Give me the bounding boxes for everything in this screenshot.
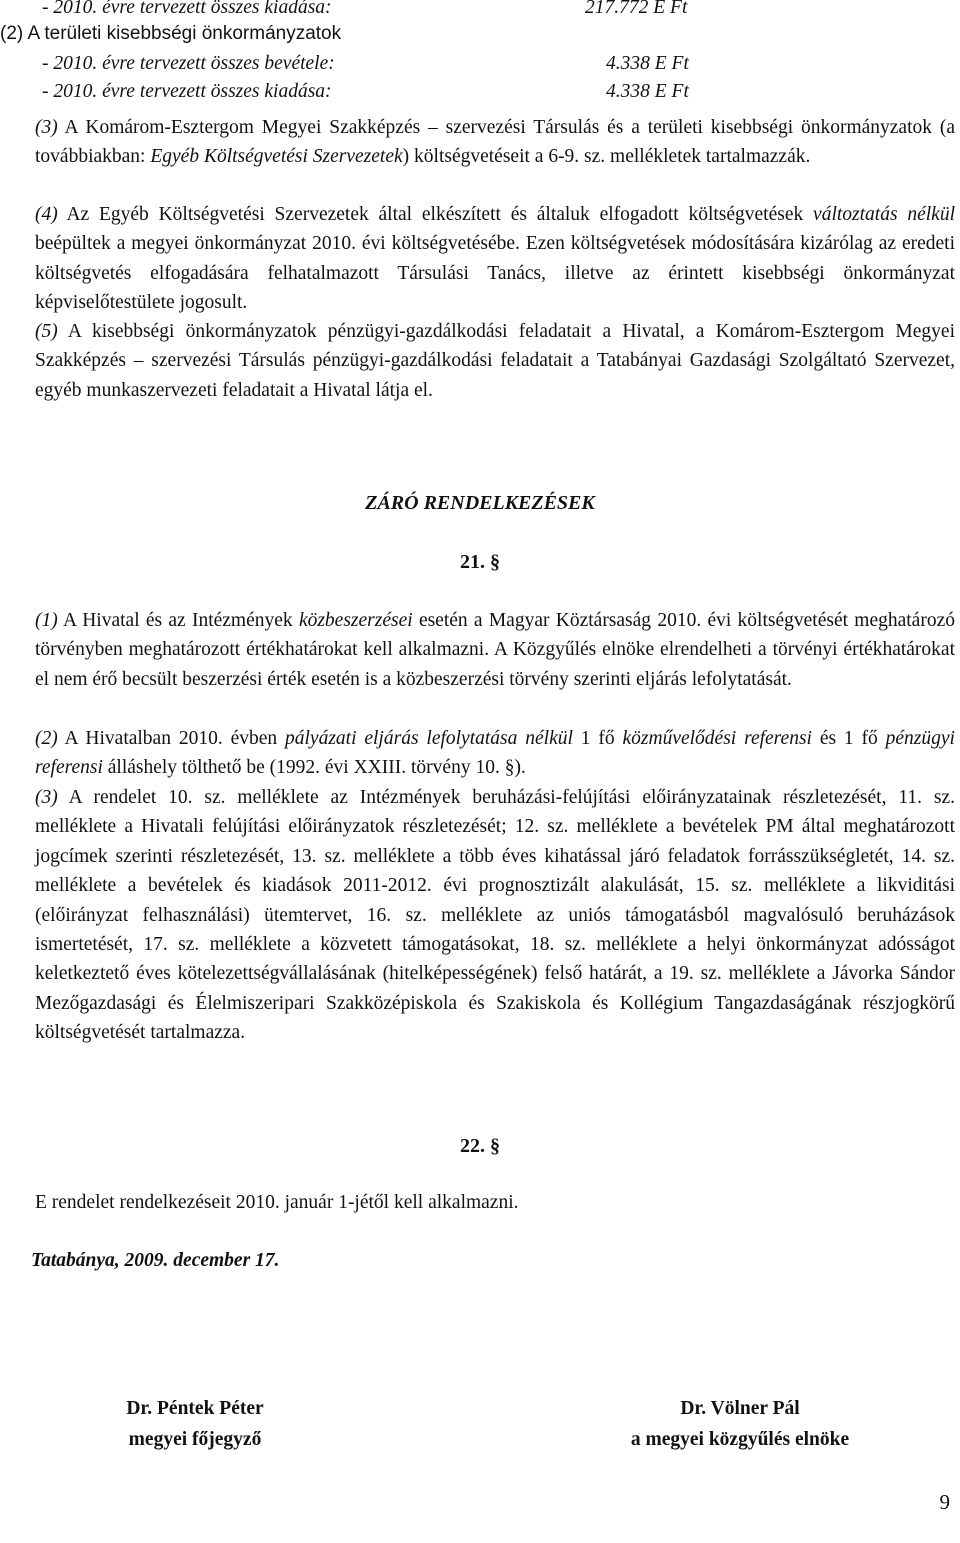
section-21-number (0, 551, 960, 574)
section-21-paragraph-3 (35, 783, 955, 1048)
signature-left-name: Dr. Péntek Péter (126, 1398, 264, 1419)
paragraph-number: (5) (35, 321, 58, 342)
paragraph-text: 1 fő (572, 728, 623, 749)
section-22-number (0, 1135, 960, 1158)
place-and-date: Tatabánya, 2009. december 17. (31, 1250, 280, 1271)
paragraph-text: A kisebbségi önkormányzatok pénzügyi-gazdálkodási feladatait a Hivatal, a Komárom-Esztergom Megyei Szakképzés – szervezési Társulás pénzügyi-gazdálkodási feladatait a Tatabányai Gazdasági Szolgáltató Szervezet, egyéb munkaszervezeti feladatait a Hivatal látja el. (35, 321, 955, 401)
paragraph-number: (1) (35, 610, 58, 631)
budget-line-minority-revenue-label: - 2010. évre tervezett összes bevétele: (42, 53, 335, 74)
paragraph-4 (35, 200, 955, 318)
paragraph-5 (35, 317, 955, 405)
budget-line-minority-revenue-value: 4.338 E Ft (606, 53, 689, 74)
section-22-label: 22. (460, 1135, 485, 1157)
paragraph-emphasis: pályázati eljárás lefolytatása nélkül (285, 728, 573, 749)
paragraph-text: álláshely tölthető be (1992. évi XXIII. törvény 10. §). (102, 757, 526, 779)
budget-line-minority-expense-value: 4.338 E Ft (606, 81, 689, 102)
budget-line-expense-value: 217.772 E Ft (585, 0, 688, 18)
section-heading: ZÁRÓ RENDELKEZÉSEK (365, 492, 595, 514)
section-21-paragraph-2 (35, 724, 955, 783)
signature-right-name: Dr. Völner Pál (680, 1398, 800, 1419)
paragraph-text: esetén a Magyar Köztársaság 2010. évi költségvetését meghatározó törvényben meghatározott értékhatárokat kell alkalmazni. A Közgyűlés elnöke elrendelheti a törvényi értékhatárokat el nem érő becsült beszerzési érték esetén is a közbeszerzési törvény szerinti eljárás lefolytatását. (35, 610, 955, 690)
paragraph-text: és 1 fő (811, 728, 886, 749)
paragraph-emphasis: közművelődési referensi (622, 728, 812, 749)
signature-right (580, 1393, 900, 1455)
paragraph-number: (3) (35, 117, 58, 138)
paragraph-text: A Hivatalban 2010. évben (57, 728, 285, 749)
budget-subheading: (2) A területi kisebbségi önkormányzatok (0, 23, 342, 44)
page-number: 9 (939, 1490, 950, 1514)
section-sign-icon: § (490, 551, 500, 573)
paragraph-text: Az Egyéb Költségvetési Szervezetek által elkészített és általuk elfogadott költségvetések (57, 204, 814, 225)
signature-left (60, 1393, 330, 1455)
paragraph-3 (35, 113, 955, 172)
paragraph-number: (2) (35, 728, 58, 749)
paragraph-text: beépültek a megyei önkormányzat 2010. évi költségvetésébe. Ezen költségvetések módosítására kizárólag az eredeti költségvetés elfogadására felhatalmazott Társulási Tanács, illetve az érintett kisebbségi önkormányzat képviselőtestülete jogosult. (35, 233, 955, 314)
signature-left-title: megyei főjegyző (128, 1429, 262, 1450)
section-sign-icon: § (490, 1135, 500, 1157)
paragraph-number: (3) (35, 787, 58, 808)
paragraph-text: A Komárom-Esztergom Megyei Szakképzés – szervezési Társulás és a területi kisebbségi önkormányzatok (a továbbiakban: (35, 117, 955, 168)
paragraph-text: A rendelet 10. sz. melléklete az Intézmények beruházási-felújítási előirányzatainak részletezését, 11. sz. melléklete a Hivatali felújítási előirányzatok részletezését; 12. sz. melléklete a bevételek PM által meghatározott jogcímek szerinti részletezését, 13. sz. melléklete a több éves kihatással járó feladatok forrásszükségletét, 14. sz. melléklete a bevételek és kiadások 2011-2012. évi prognosztizált alakulását, 15. sz. melléklete a likviditási (előirányzat felhasználási) ütemtervet, 16. sz. melléklete az uniós támogatásból magvalósuló beruházások ismertetését, 17. sz. melléklete a közvetett támogatásokat, 18. sz. melléklete a helyi önkormányzat adósságot keletkeztető éves kötelezettségvállalásának (hitelképességének) felső határát, a 19. sz. melléklete a Jávorka Sándor Mezőgazdasági és Élelmiszeripari Szakközépiskola és Szakiskola és Kollégium Tangazdaságának részjogkörű költségvetését tartalmazza. (35, 787, 955, 1044)
budget-line-expense-label: - 2010. évre tervezett összes kiadása: (42, 0, 332, 18)
paragraph-emphasis: Egyéb Költségvetési Szervezetek (150, 146, 403, 168)
section-22-text: E rendelet rendelkezéseit 2010. január 1-jétől kell alkalmazni. (35, 1192, 519, 1213)
section-21-label: 21. (460, 551, 485, 573)
signature-right-title: a megyei közgyűlés elnöke (630, 1429, 850, 1450)
paragraph-text: ) költségvetéseit a 6-9. sz. mellékletek tartalmazzák. (402, 146, 811, 168)
section-21-paragraph-1 (35, 606, 955, 694)
paragraph-text: A Hivatal és az Intézmények (57, 610, 299, 631)
paragraph-emphasis: pénzügyi referensi (35, 728, 955, 779)
paragraph-number: (4) (35, 204, 58, 225)
budget-line-minority-expense-label: - 2010. évre tervezett összes kiadása: (42, 81, 332, 102)
paragraph-emphasis: közbeszerzései (298, 610, 413, 631)
paragraph-emphasis: változtatás nélkül (813, 204, 955, 225)
